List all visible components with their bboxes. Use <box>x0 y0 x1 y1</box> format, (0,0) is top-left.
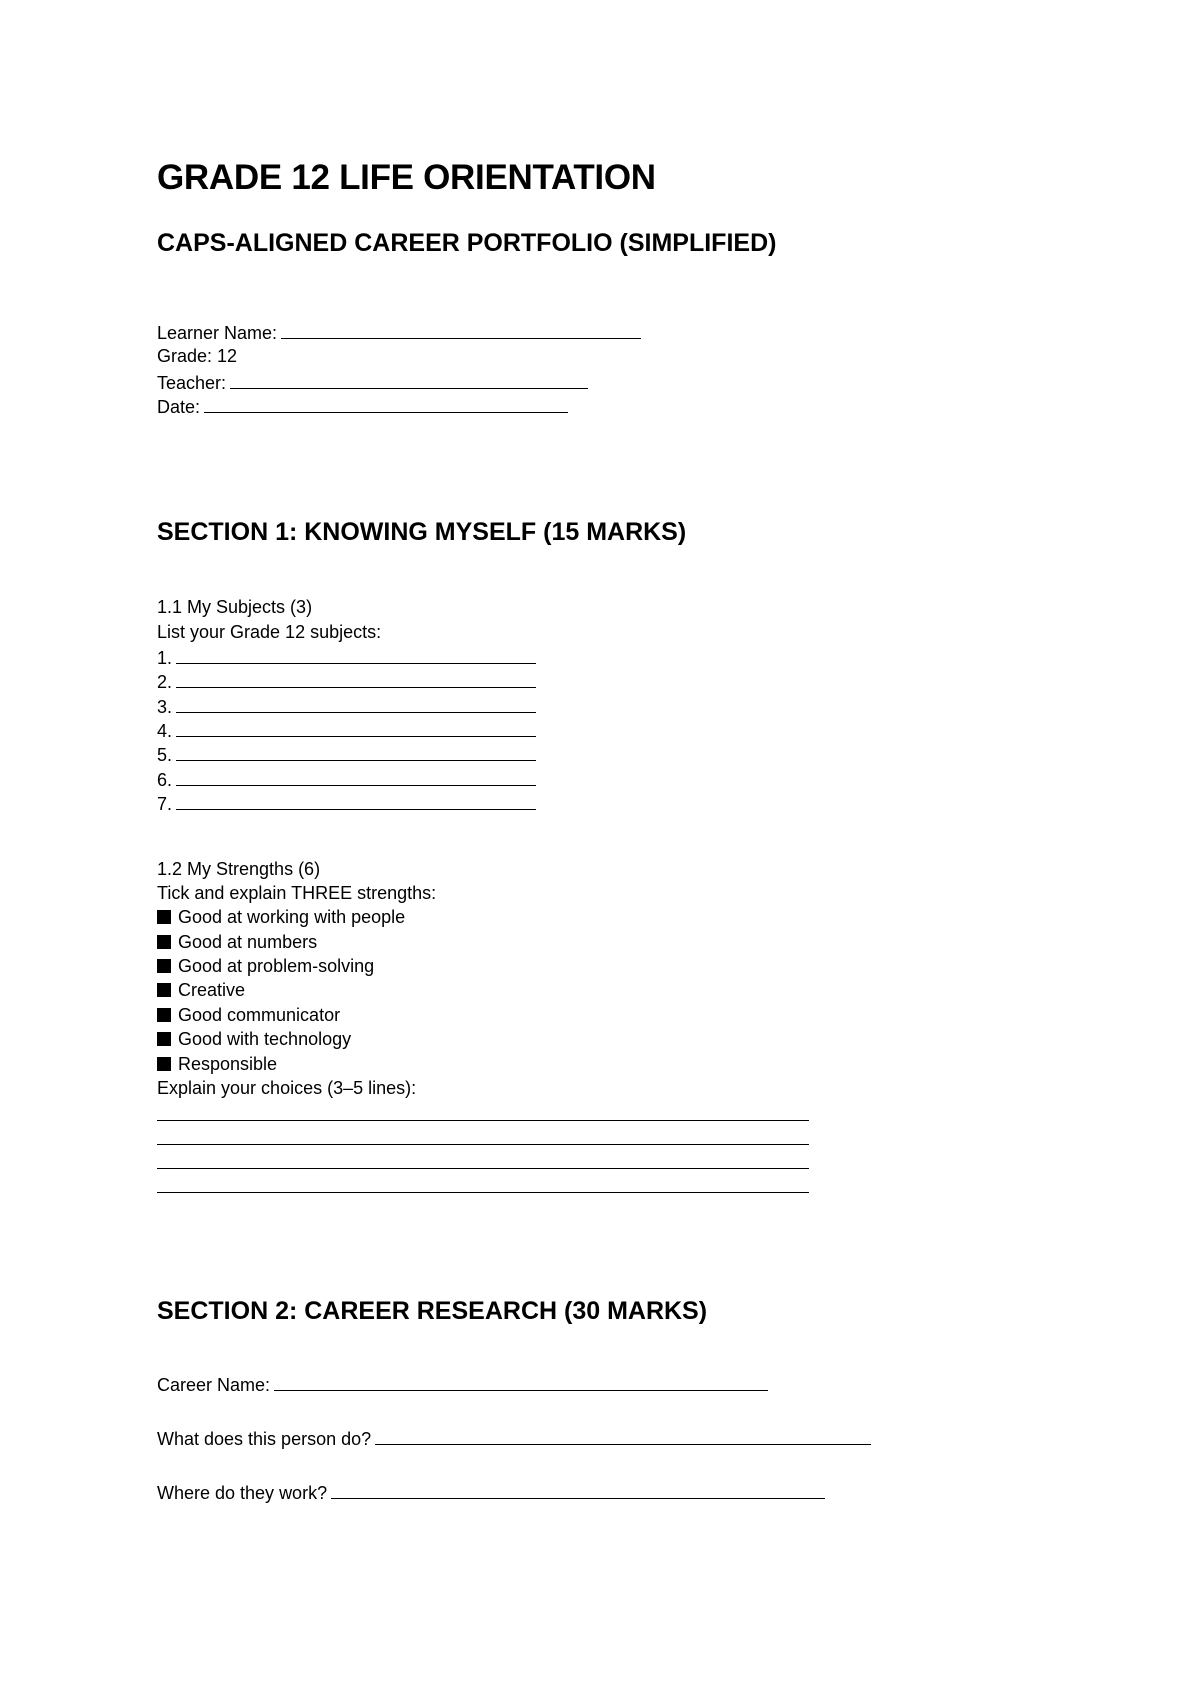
learner-name-field[interactable] <box>281 319 641 339</box>
checkbox-icon[interactable] <box>157 1057 171 1071</box>
strength-option[interactable] <box>157 954 374 978</box>
strength-label: Good with technology <box>178 1029 352 1049</box>
checkbox-icon[interactable] <box>157 910 171 924</box>
subject-field[interactable] <box>176 668 536 688</box>
strength-option[interactable] <box>157 1052 277 1076</box>
checkbox-icon[interactable] <box>157 935 171 949</box>
strength-label: Good at numbers <box>178 932 318 952</box>
page-title: GRADE 12 LIFE ORIENTATION <box>157 158 656 197</box>
career-name-field[interactable] <box>274 1371 768 1391</box>
teacher-label: Teacher: <box>157 373 227 393</box>
subject-field[interactable] <box>176 741 536 761</box>
subject-field[interactable] <box>176 766 536 786</box>
subject-row <box>157 766 536 792</box>
strength-label: Responsible <box>178 1054 278 1074</box>
date-row <box>157 393 568 419</box>
strength-label: Good communicator <box>178 1005 341 1025</box>
strengths-instruction: Tick and explain THREE strengths: <box>157 883 437 903</box>
strength-option[interactable] <box>157 930 317 954</box>
checkbox-icon[interactable] <box>157 1032 171 1046</box>
subject-field[interactable] <box>176 790 536 810</box>
strengths-heading: 1.2 My Strengths (6) <box>157 859 321 879</box>
learner-name-row <box>157 319 641 345</box>
where-work-row <box>157 1479 825 1505</box>
page-subtitle: CAPS-ALIGNED CAREER PORTFOLIO (SIMPLIFIED) <box>157 229 777 257</box>
explain-line[interactable] <box>157 1168 809 1169</box>
date-label: Date: <box>157 397 201 417</box>
strength-label: Creative <box>178 980 246 1000</box>
subject-number: 3. <box>157 697 173 717</box>
subject-field[interactable] <box>176 644 536 664</box>
subject-field[interactable] <box>176 693 536 713</box>
checkbox-icon[interactable] <box>157 983 171 997</box>
strength-label: Good at working with people <box>178 907 406 927</box>
subject-row <box>157 644 536 670</box>
what-do-field[interactable] <box>375 1425 871 1445</box>
subject-number: 6. <box>157 770 173 790</box>
career-name-label: Career Name: <box>157 1375 271 1395</box>
strength-option[interactable] <box>157 978 245 1002</box>
checkbox-icon[interactable] <box>157 1008 171 1022</box>
what-do-row <box>157 1425 871 1451</box>
subject-number: 4. <box>157 721 173 741</box>
section1-heading: SECTION 1: KNOWING MYSELF (15 MARKS) <box>157 518 687 546</box>
explain-line[interactable] <box>157 1120 809 1121</box>
section2-heading: SECTION 2: CAREER RESEARCH (30 MARKS) <box>157 1297 708 1325</box>
strength-option[interactable] <box>157 1003 340 1027</box>
subject-number: 1. <box>157 648 173 668</box>
subject-number: 5. <box>157 745 173 765</box>
subject-row <box>157 668 536 694</box>
subject-row <box>157 741 536 767</box>
explain-label: Explain your choices (3–5 lines): <box>157 1078 417 1098</box>
where-work-field[interactable] <box>331 1479 825 1499</box>
subjects-instruction: List your Grade 12 subjects: <box>157 622 382 642</box>
career-name-row <box>157 1371 768 1397</box>
teacher-row <box>157 369 588 395</box>
subject-row <box>157 790 536 816</box>
subjects-heading: 1.1 My Subjects (3) <box>157 597 313 617</box>
explain-line[interactable] <box>157 1144 809 1145</box>
subject-number: 7. <box>157 794 173 814</box>
checkbox-icon[interactable] <box>157 959 171 973</box>
grade-text: Grade: 12 <box>157 346 238 366</box>
teacher-field[interactable] <box>230 369 588 389</box>
date-field[interactable] <box>204 393 568 413</box>
learner-name-label: Learner Name: <box>157 323 278 343</box>
subject-number: 2. <box>157 672 173 692</box>
subject-row <box>157 717 536 743</box>
explain-line[interactable] <box>157 1192 809 1193</box>
where-work-label: Where do they work? <box>157 1483 328 1503</box>
strength-option[interactable] <box>157 905 405 929</box>
subject-row <box>157 693 536 719</box>
what-do-label: What does this person do? <box>157 1429 372 1449</box>
strength-label: Good at problem-solving <box>178 956 375 976</box>
subject-field[interactable] <box>176 717 536 737</box>
strength-option[interactable] <box>157 1027 351 1051</box>
